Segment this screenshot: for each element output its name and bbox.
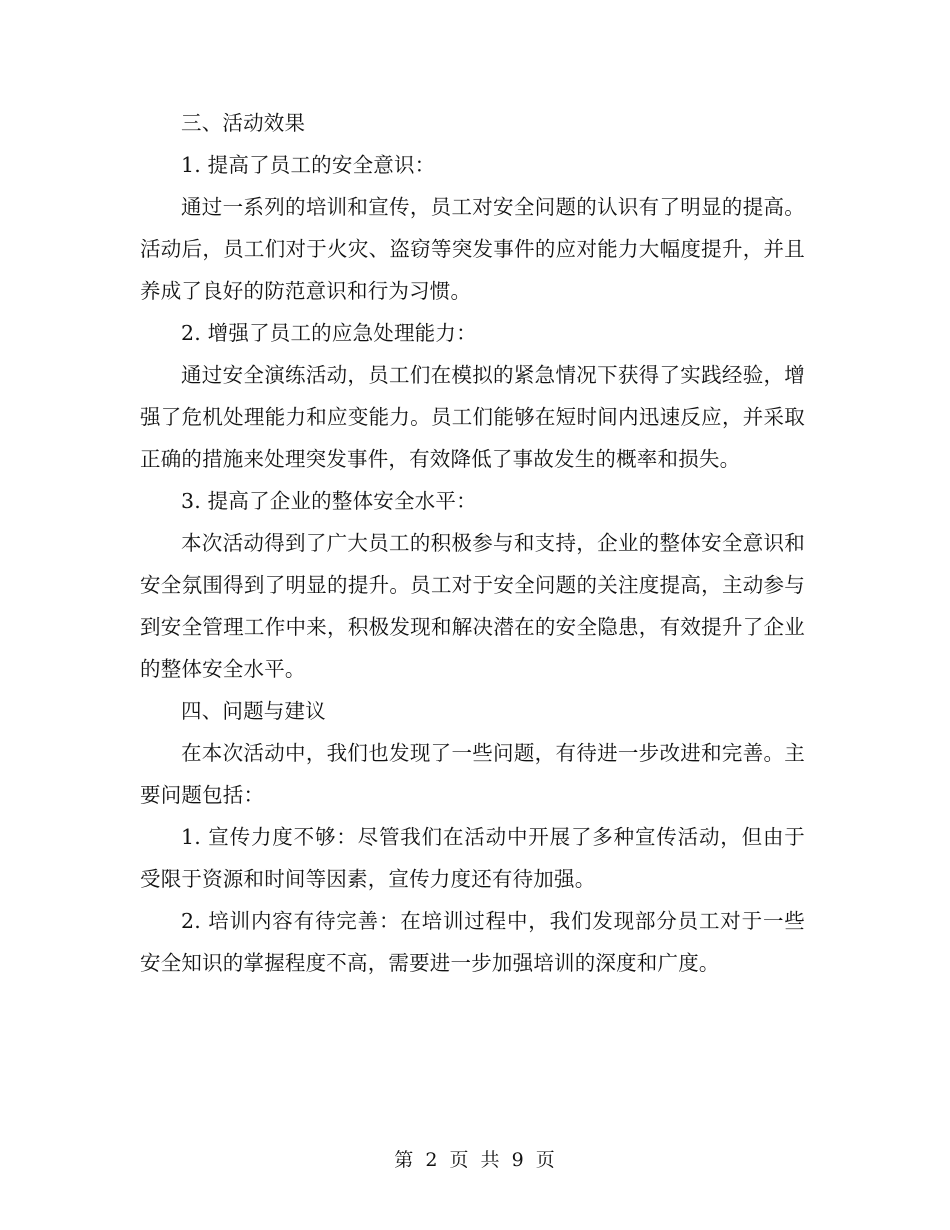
footer-current-page: 2	[425, 1149, 439, 1171]
footer-prefix: 第	[394, 1149, 415, 1171]
paragraph-emergency: 通过安全演练活动，员工们在模拟的紧急情况下获得了实践经验，增强了危机处理能力和应变能力。员工们能够在短时间内迅速反应，并采取正确的措施来处理突发事件，有效降低了事故发生的概率和损失。	[140, 363, 805, 471]
paragraph-overall-safety: 本次活动得到了广大员工的积极参与和支持，企业的整体安全意识和安全氛围得到了明显的提升。员工对于安全问题的关注度提高，主动参与到安全管理工作中来，积极发现和解决潜在的安全隐患，有效提升了企业的整体安全水平。	[140, 531, 805, 681]
footer-total-pages: 9	[511, 1149, 525, 1171]
page-body	[140, 102, 805, 984]
section-heading-issues: 四、问题与建议	[181, 699, 326, 723]
footer-total-word: 共	[480, 1149, 501, 1171]
paragraph-issue-training: 2. 培训内容有待完善：在培训过程中，我们发现部分员工对于一些安全知识的掌握程度不高，需要进一步加强培训的深度和广度。	[140, 909, 805, 975]
paragraph-issues-intro: 在本次活动中，我们也发现了一些问题，有待进一步改进和完善。主要问题包括：	[140, 741, 805, 807]
subheading-overall-safety: 3. 提高了企业的整体安全水平：	[181, 489, 477, 513]
footer-suffix: 页	[535, 1149, 556, 1171]
paragraph-issue-publicity: 1. 宣传力度不够：尽管我们在活动中开展了多种宣传活动，但由于受限于资源和时间等因素，宣传力度还有待加强。	[140, 825, 805, 891]
subheading-emergency: 2. 增强了员工的应急处理能力：	[181, 321, 477, 345]
subheading-awareness: 1. 提高了员工的安全意识：	[181, 153, 436, 177]
section-heading-results: 三、活动效果	[181, 111, 306, 135]
footer-page-word: 页	[449, 1149, 470, 1171]
page-footer	[0, 1146, 950, 1174]
paragraph-awareness: 通过一系列的培训和宣传，员工对安全问题的认识有了明显的提高。活动后，员工们对于火灾、盗窃等突发事件的应对能力大幅度提升，并且养成了良好的防范意识和行为习惯。	[140, 195, 805, 303]
